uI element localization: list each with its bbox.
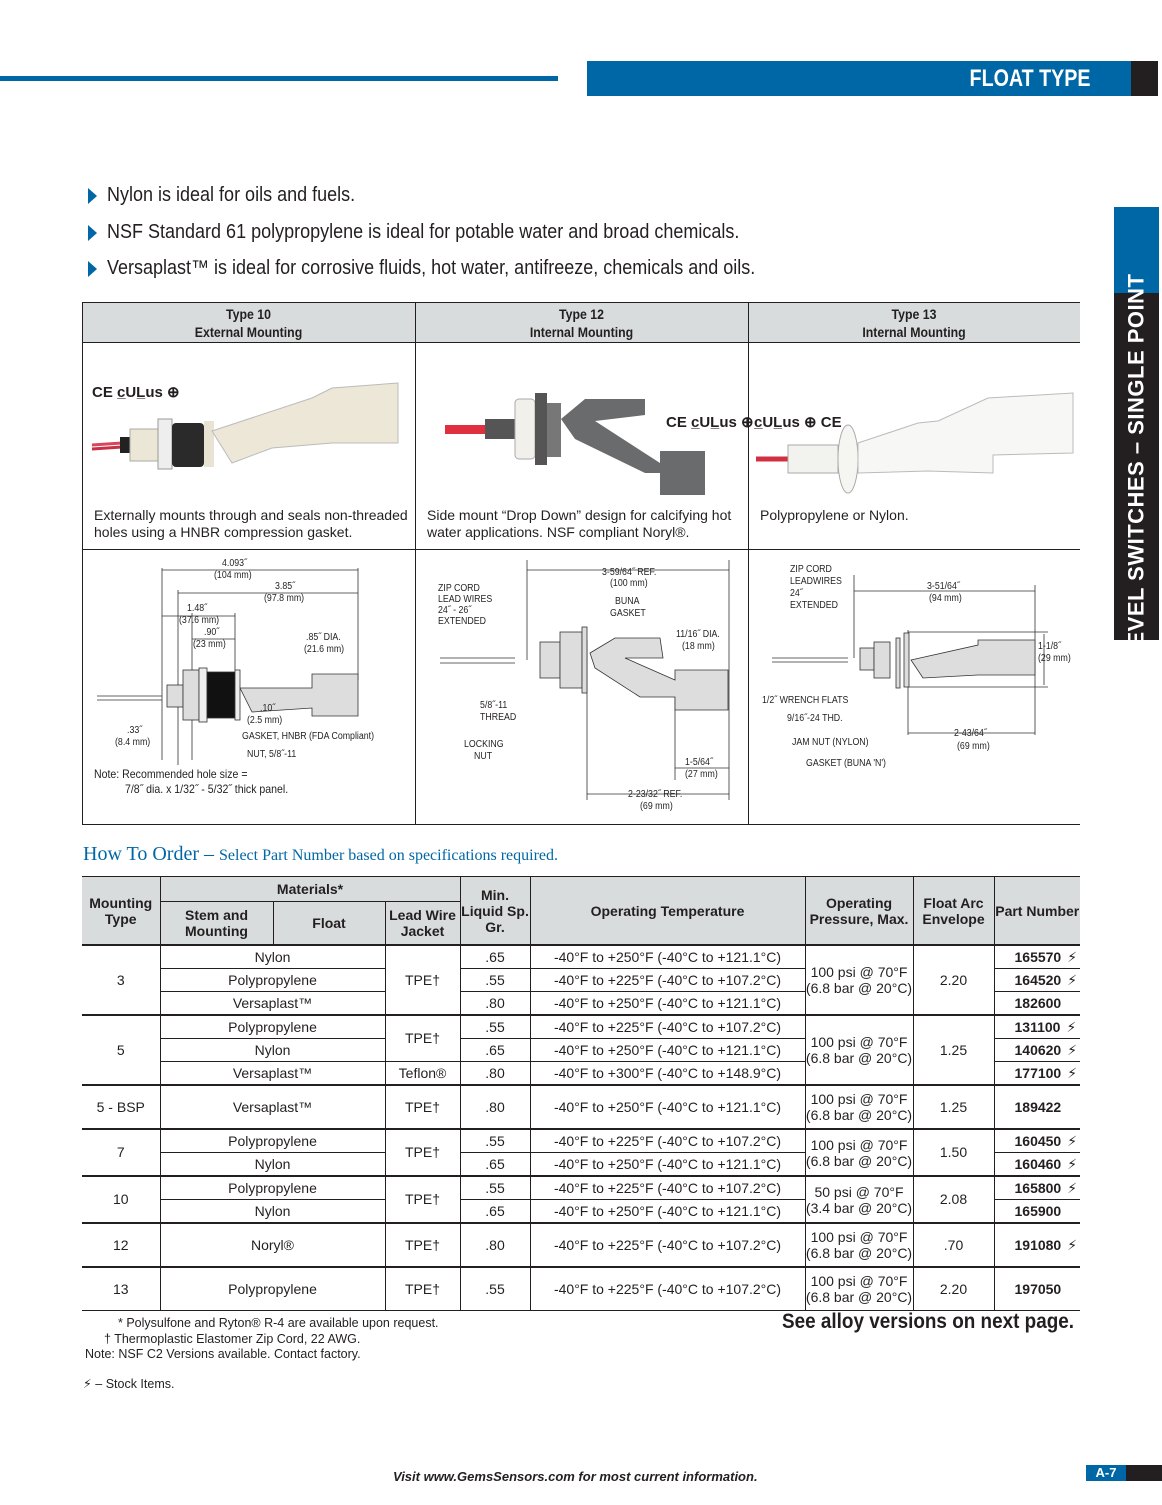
pressure-cell: 100 psi @ 70°F (6.8 bar @ 20°C) xyxy=(805,1267,913,1311)
dimension-label: 2-23/32˝ REF. xyxy=(628,789,683,800)
mounting-type-cell: 13 xyxy=(82,1267,160,1311)
lead-wire-cell: Teflon® xyxy=(385,1062,460,1086)
hole-size-note: 7/8˝ dia. x 1/32˝ - 5/32˝ thick panel. xyxy=(125,782,289,796)
arc-envelope-cell: 2.20 xyxy=(913,1267,994,1311)
temperature-cell: -40°F to +225°F (-40°C to +107.2°C) xyxy=(530,1267,805,1311)
dimension-label: 1-1/8˝ xyxy=(1038,641,1061,652)
bullet-arrow-icon xyxy=(88,188,97,204)
header-rule xyxy=(0,76,558,81)
dimension-label: 9/16˝-24 THD. xyxy=(787,713,843,724)
lead-wire-cell: TPE† xyxy=(385,1267,460,1311)
part-number-cell xyxy=(994,1085,1080,1129)
part-number: 182600 xyxy=(1014,994,1062,1011)
arc-envelope-cell: 1.25 xyxy=(913,1015,994,1085)
dimension-label: (21.6 mm) xyxy=(304,644,345,655)
how-to-order-heading: How To Order – Select Part Number based on specifications required. xyxy=(83,843,558,865)
part-number-cell xyxy=(994,1015,1080,1039)
lead-wire-cell: TPE† xyxy=(385,1176,460,1223)
table-row xyxy=(82,1015,1080,1039)
lead-wire-cell: TPE† xyxy=(385,1085,460,1129)
sp-gr-cell: .55 xyxy=(460,1267,530,1311)
material-cell: Versaplast™ xyxy=(160,1085,385,1129)
footnote-nsf: Note: NSF C2 Versions available. Contact factory. xyxy=(85,1347,361,1361)
col-stem-mounting: Stem and Mounting xyxy=(160,902,273,946)
sp-gr-cell: .65 xyxy=(460,1153,530,1177)
pressure-cell: 50 psi @ 70°F (3.4 bar @ 20°C) xyxy=(805,1176,913,1223)
side-tab-label: LEVEL SWITCHES – SINGLE POINT xyxy=(1123,273,1149,660)
part-number-cell xyxy=(994,945,1080,969)
certification-marks: CE c̲UL̲us ⊕ xyxy=(92,384,180,401)
bullet-item: Nylon is ideal for oils and fuels. xyxy=(88,184,383,207)
pressure-cell: 100 psi @ 70°F (6.8 bar @ 20°C) xyxy=(805,1015,913,1085)
dimension-label: 1-5/64˝ xyxy=(685,757,713,768)
part-number-cell xyxy=(994,992,1080,1016)
material-cell: Polypropylene xyxy=(160,1267,385,1311)
col-sp-gr: Min. Liquid Sp. Gr. xyxy=(460,877,530,946)
temperature-cell: -40°F to +225°F (-40°C to +107.2°C) xyxy=(530,969,805,992)
dimension-label: (94 mm) xyxy=(929,593,962,604)
arc-envelope-cell: 2.08 xyxy=(913,1176,994,1223)
type-10-header: Type 10 External Mounting xyxy=(82,303,415,343)
product-types-table xyxy=(82,302,1080,825)
sp-gr-cell: .80 xyxy=(460,1085,530,1129)
part-number-cell xyxy=(994,969,1080,992)
dimension-label: NUT, 5/8˝-11 xyxy=(247,749,297,760)
part-number: 140620 xyxy=(1014,1041,1062,1058)
part-number-cell xyxy=(994,1267,1080,1311)
material-cell: Nylon xyxy=(160,945,385,969)
lead-wire-cell: TPE† xyxy=(385,1015,460,1062)
dimension-label: GASKET (BUNA 'N') xyxy=(806,758,886,769)
dimension-label: EXTENDED xyxy=(438,616,486,627)
part-number: 177100 xyxy=(1014,1064,1062,1081)
col-materials: Materials* xyxy=(160,877,460,902)
lightning-bolt-icon: ⚡︎ xyxy=(1067,948,1078,965)
lead-wire-cell: TPE† xyxy=(385,1129,460,1176)
dimension-label: GASKET, HNBR (FDA Compliant) xyxy=(242,731,375,742)
col-float: Float xyxy=(273,902,385,946)
part-number: 160450 xyxy=(1014,1132,1062,1149)
mounting-type-cell: 12 xyxy=(82,1223,160,1267)
table-row xyxy=(82,1176,1080,1200)
dimension-label: EXTENDED xyxy=(790,600,838,611)
table-row xyxy=(82,945,1080,969)
type-12-header: Type 12 Internal Mounting xyxy=(415,303,748,343)
lightning-bolt-icon: ⚡︎ xyxy=(1067,1064,1078,1081)
dimension-label: (97.8 mm) xyxy=(264,593,305,604)
lightning-bolt-icon: ⚡︎ xyxy=(1066,1018,1077,1035)
type-12-description: Side mount “Drop Down” design for calcifying hot water applications. NSF compliant Noryl®. xyxy=(427,507,732,540)
dimension-label: THREAD xyxy=(480,712,517,723)
material-cell: Polypropylene xyxy=(160,969,385,992)
dimension-label: LEAD WIRES xyxy=(438,594,493,605)
dimension-label: (23 mm) xyxy=(193,639,226,650)
temperature-cell: -40°F to +225°F (-40°C to +107.2°C) xyxy=(530,1129,805,1153)
dimension-label: (37.6 mm) xyxy=(179,615,220,626)
col-lead-wire: Lead Wire Jacket xyxy=(385,902,460,946)
part-number-cell xyxy=(994,1176,1080,1200)
col-temperature: Operating Temperature xyxy=(530,877,805,946)
temperature-cell: -40°F to +250°F (-40°C to +121.1°C) xyxy=(530,1039,805,1062)
part-number-cell xyxy=(994,1129,1080,1153)
dimension-label: 3-51/64˝ xyxy=(927,581,960,592)
certification-marks: c̲UL̲us ⊕ CE xyxy=(754,414,842,431)
dimension-label: 2-43/64˝ xyxy=(954,728,987,739)
arc-envelope-cell: .70 xyxy=(913,1223,994,1267)
part-number: 165800 xyxy=(1014,1179,1062,1196)
dimension-label: 3-59/64˝ REF. xyxy=(602,567,657,578)
dimension-label: .90˝ xyxy=(204,627,220,638)
part-number: 165570 xyxy=(1014,948,1062,965)
table-row xyxy=(82,1267,1080,1311)
arc-envelope-cell: 1.50 xyxy=(913,1129,994,1176)
lead-wire-cell: TPE† xyxy=(385,1223,460,1267)
material-cell: Polypropylene xyxy=(160,1176,385,1200)
section-banner: FLOAT TYPE xyxy=(587,61,1131,96)
dimension-label: (8.4 mm) xyxy=(115,737,151,748)
mounting-type-cell: 10 xyxy=(82,1176,160,1223)
page-number-accent xyxy=(1126,1465,1162,1481)
col-part-number: Part Number xyxy=(994,877,1080,946)
dimension-label: (27 mm) xyxy=(685,769,718,780)
temperature-cell: -40°F to +225°F (-40°C to +107.2°C) xyxy=(530,1015,805,1039)
type-10-description: Externally mounts through and seals non-threaded holes using a HNBR compression gasket. xyxy=(94,507,408,540)
dimension-label: 3.85˝ xyxy=(275,581,296,592)
sp-gr-cell: .80 xyxy=(460,1223,530,1267)
pressure-cell: 100 psi @ 70°F (6.8 bar @ 20°C) xyxy=(805,1223,913,1267)
lightning-bolt-icon: ⚡︎ xyxy=(1067,1041,1078,1058)
dimension-label: (104 mm) xyxy=(214,570,252,581)
pressure-cell: 100 psi @ 70°F (6.8 bar @ 20°C) xyxy=(805,1085,913,1129)
dimension-label: 24˝ xyxy=(790,588,803,599)
temperature-cell: -40°F to +250°F (-40°C to +121.1°C) xyxy=(530,992,805,1016)
lead-wire-cell: TPE† xyxy=(385,945,460,1015)
part-number-cell xyxy=(994,1153,1080,1177)
dimension-label: 4.093˝ xyxy=(222,558,247,569)
dimension-label: GASKET xyxy=(610,608,646,619)
dimension-label: 24˝ - 26˝ xyxy=(438,605,472,616)
bullet-item: Versaplast™ is ideal for corrosive fluids, hot water, antifreeze, chemicals and oils. xyxy=(88,257,827,280)
mounting-type-cell: 3 xyxy=(82,945,160,1015)
type-10-product-photo xyxy=(82,343,415,503)
material-cell: Noryl® xyxy=(160,1223,385,1267)
material-cell: Nylon xyxy=(160,1039,385,1062)
dimension-label: (18 mm) xyxy=(682,641,715,652)
order-table xyxy=(82,876,1080,1311)
lightning-bolt-icon: ⚡︎ xyxy=(1067,1132,1078,1149)
dimension-label: (100 mm) xyxy=(610,578,648,589)
part-number-cell xyxy=(994,1200,1080,1224)
arc-envelope-cell: 1.25 xyxy=(913,1085,994,1129)
sp-gr-cell: .55 xyxy=(460,1015,530,1039)
hole-size-note: Note: Recommended hole size = xyxy=(94,767,248,781)
temperature-cell: -40°F to +250°F (-40°C to +121.1°C) xyxy=(530,1153,805,1177)
dimension-label: .85˝ DIA. xyxy=(306,632,341,643)
material-cell: Polypropylene xyxy=(160,1015,385,1039)
lightning-bolt-icon: ⚡︎ xyxy=(1067,1179,1078,1196)
part-number: 131100 xyxy=(1014,1018,1061,1035)
col-arc-envelope: Float Arc Envelope xyxy=(913,877,994,946)
stock-legend: ⚡︎ – Stock Items. xyxy=(83,1377,175,1391)
dimension-label: ZIP CORD xyxy=(438,583,480,594)
col-pressure: Operating Pressure, Max. xyxy=(805,877,913,946)
footnote-lead-wire: † Thermoplastic Elastomer Zip Cord, 22 AWG. xyxy=(104,1332,361,1346)
temperature-cell: -40°F to +250°F (-40°C to +121.1°C) xyxy=(530,1200,805,1224)
dimension-label: 11/16˝ DIA. xyxy=(676,629,720,640)
temperature-cell: -40°F to +250°F (-40°C to +121.1°C) xyxy=(530,1085,805,1129)
dimension-label: 5/8˝-11 xyxy=(480,700,508,711)
alloy-versions-note: See alloy versions on next page. xyxy=(782,1310,1075,1333)
arc-envelope-cell: 2.20 xyxy=(913,945,994,1015)
material-cell: Nylon xyxy=(160,1153,385,1177)
dimension-label: LEADWIRES xyxy=(790,576,842,587)
dimension-label: LOCKING xyxy=(464,739,504,750)
sp-gr-cell: .80 xyxy=(460,992,530,1016)
type-13-product-photo xyxy=(748,343,1080,503)
bullet-arrow-icon xyxy=(88,225,97,241)
banner-accent xyxy=(1131,61,1158,96)
sp-gr-cell: .55 xyxy=(460,969,530,992)
page-number: A-7 xyxy=(1086,1465,1126,1481)
mounting-type-cell: 7 xyxy=(82,1129,160,1176)
footnote-materials: * Polysulfone and Ryton® R-4 are available upon request. xyxy=(118,1316,439,1330)
part-number-cell xyxy=(994,1039,1080,1062)
part-number: 189422 xyxy=(1014,1098,1062,1115)
sp-gr-cell: .55 xyxy=(460,1176,530,1200)
dimension-label: (29 mm) xyxy=(1038,653,1071,664)
part-number: 191080 xyxy=(1014,1236,1062,1253)
bullet-arrow-icon xyxy=(88,261,97,277)
part-number: 197050 xyxy=(1014,1280,1062,1297)
dimension-label: BUNA xyxy=(615,596,640,607)
type-13-header: Type 13 Internal Mounting xyxy=(748,303,1080,343)
pressure-cell: 100 psi @ 70°F (6.8 bar @ 20°C) xyxy=(805,945,913,1015)
part-number: 164520 xyxy=(1014,971,1062,988)
sp-gr-cell: .80 xyxy=(460,1062,530,1086)
material-cell: Polypropylene xyxy=(160,1129,385,1153)
sp-gr-cell: .65 xyxy=(460,945,530,969)
dimension-label: 1/2˝ WRENCH FLATS xyxy=(762,695,849,706)
sp-gr-cell: .65 xyxy=(460,1200,530,1224)
material-cell: Versaplast™ xyxy=(160,992,385,1016)
lightning-bolt-icon: ⚡︎ xyxy=(1067,971,1078,988)
dimension-label: JAM NUT (NYLON) xyxy=(792,737,869,748)
dimension-label: 1.48˝ xyxy=(187,603,208,614)
dimension-label: .33˝ xyxy=(127,725,143,736)
temperature-cell: -40°F to +225°F (-40°C to +107.2°C) xyxy=(530,1223,805,1267)
type-13-description: Polypropylene or Nylon. xyxy=(760,507,909,523)
lightning-bolt-icon: ⚡︎ xyxy=(83,1377,92,1391)
part-number-cell xyxy=(994,1062,1080,1086)
mounting-type-cell: 5 xyxy=(82,1015,160,1085)
certification-marks: CE c̲UL̲us ⊕ xyxy=(666,414,754,431)
part-number: 165900 xyxy=(1014,1202,1062,1219)
temperature-cell: -40°F to +250°F (-40°C to +121.1°C) xyxy=(530,945,805,969)
dimension-label: ZIP CORD xyxy=(790,564,832,575)
dimension-label: (69 mm) xyxy=(640,801,673,812)
mounting-type-cell: 5 - BSP xyxy=(82,1085,160,1129)
dimension-label: .10˝ xyxy=(260,703,276,714)
col-mounting-type: Mounting Type xyxy=(82,877,160,946)
type-12-product-photo xyxy=(415,343,748,503)
table-row xyxy=(82,1129,1080,1153)
website-footer: Visit www.GemsSensors.com for most current information. xyxy=(393,1469,758,1484)
pressure-cell: 100 psi @ 70°F (6.8 bar @ 20°C) xyxy=(805,1129,913,1176)
bullet-item: NSF Standard 61 polypropylene is ideal for potable water and broad chemicals. xyxy=(88,221,810,244)
material-cell: Nylon xyxy=(160,1200,385,1224)
table-row xyxy=(82,1223,1080,1267)
temperature-cell: -40°F to +225°F (-40°C to +107.2°C) xyxy=(530,1176,805,1200)
part-number-cell xyxy=(994,1223,1080,1267)
dimension-label: (2.5 mm) xyxy=(247,715,283,726)
lightning-bolt-icon: ⚡︎ xyxy=(1067,1155,1078,1172)
sp-gr-cell: .65 xyxy=(460,1039,530,1062)
temperature-cell: -40°F to +300°F (-40°C to +148.9°C) xyxy=(530,1062,805,1086)
lightning-bolt-icon: ⚡︎ xyxy=(1067,1236,1078,1253)
material-cell: Versaplast™ xyxy=(160,1062,385,1086)
dimension-label: NUT xyxy=(474,751,493,762)
dimension-label: (69 mm) xyxy=(957,741,990,752)
part-number: 160460 xyxy=(1014,1155,1062,1172)
table-row xyxy=(82,1085,1080,1129)
sp-gr-cell: .55 xyxy=(460,1129,530,1153)
